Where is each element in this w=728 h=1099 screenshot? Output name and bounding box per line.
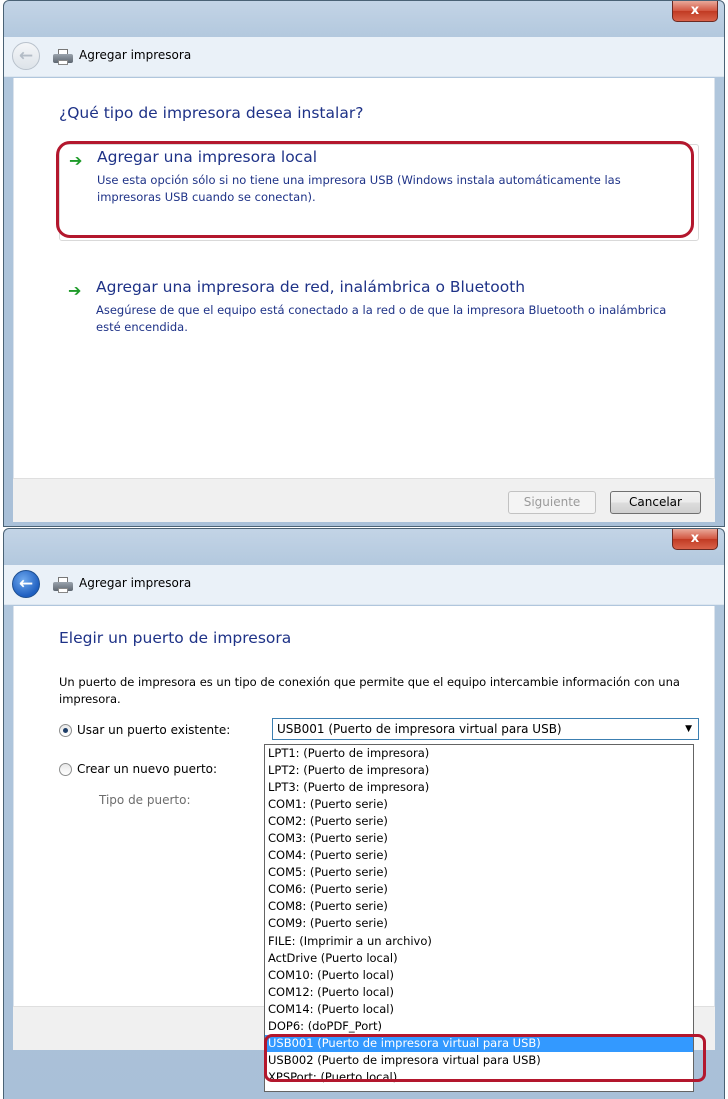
port-option[interactable]: XPSPort: (Puerto local): [268, 1069, 398, 1084]
option-title: Agregar una impresora local: [97, 148, 318, 166]
use-existing-port-label: Usar un puerto existente:: [77, 723, 231, 737]
port-option[interactable]: COM14: (Puerto local): [268, 1001, 394, 1016]
port-option[interactable]: COM1: (Puerto serie): [268, 797, 388, 812]
back-arrow-icon[interactable]: ←: [12, 570, 40, 598]
wizard-content: [13, 78, 715, 478]
wizard-footer: [13, 478, 715, 522]
port-option[interactable]: USB001 (Puerto de impresora virtual para USB): [265, 1035, 693, 1052]
port-option[interactable]: COM10: (Puerto local): [268, 967, 394, 982]
port-option[interactable]: LPT2: (Puerto de impresora): [268, 763, 430, 778]
port-option[interactable]: COM12: (Puerto local): [268, 984, 394, 999]
create-new-port-radio[interactable]: [59, 763, 72, 776]
green-arrow-icon: ➔: [69, 151, 83, 170]
next-button[interactable]: Siguiente: [508, 491, 596, 514]
port-option[interactable]: LPT3: (Puerto de impresora): [268, 780, 430, 795]
option-description: Use esta opción sólo si no tiene una impresora USB (Windows instala automáticamente las impresoras USB cuando se conectan).: [97, 173, 621, 204]
back-arrow-icon: ←: [12, 42, 40, 70]
port-option[interactable]: COM4: (Puerto serie): [268, 848, 388, 863]
highlight-annotation: [56, 141, 694, 238]
port-option[interactable]: FILE: (Imprimir a un archivo): [268, 933, 432, 948]
port-option[interactable]: COM8: (Puerto serie): [268, 899, 388, 914]
green-arrow-icon: ➔: [68, 281, 82, 300]
existing-port-select[interactable]: [272, 718, 699, 740]
printer-icon: [53, 49, 73, 65]
close-button[interactable]: x: [672, 1, 718, 22]
port-option[interactable]: COM6: (Puerto serie): [268, 882, 388, 897]
port-option[interactable]: COM3: (Puerto serie): [268, 831, 388, 846]
port-option[interactable]: DOP6: (doPDF_Port): [268, 1018, 382, 1033]
port-option[interactable]: USB002 (Puerto de impresora virtual para USB): [268, 1052, 541, 1067]
window-title: Agregar impresora: [79, 48, 192, 62]
wizard-header: [4, 565, 724, 605]
page-title: ¿Qué tipo de impresora desea instalar?: [59, 104, 364, 122]
port-type-label: Tipo de puerto:: [99, 793, 191, 807]
option-description: Asegúrese de que el equipo está conectado a la red o de que la impresora Bluetooth o inalámbrica esté encendida.: [96, 303, 667, 334]
window-title: Agregar impresora: [79, 576, 192, 590]
chevron-down-icon: ▼: [685, 724, 692, 734]
port-description: Un puerto de impresora es un tipo de conexión que permite que el equipo intercambie información con una impresora.: [59, 675, 680, 706]
port-option[interactable]: COM5: (Puerto serie): [268, 865, 388, 880]
option-title: Agregar una impresora de red, inalámbrica o Bluetooth: [96, 278, 526, 296]
wizard-header: [4, 37, 724, 77]
page-title: Elegir un puerto de impresora: [59, 629, 292, 647]
port-option[interactable]: LPT1: (Puerto de impresora): [268, 746, 430, 760]
use-existing-port-radio[interactable]: [59, 724, 72, 737]
create-new-port-label: Crear un nuevo puerto:: [77, 762, 218, 776]
printer-icon: [53, 577, 73, 593]
option-network-printer[interactable]: [59, 275, 699, 372]
port-option[interactable]: COM2: (Puerto serie): [268, 814, 388, 829]
port-option[interactable]: ActDrive (Puerto local): [268, 950, 398, 965]
selected-port-value: USB001 (Puerto de impresora virtual para USB): [277, 722, 562, 736]
highlight-annotation: [264, 1034, 706, 1082]
port-option[interactable]: COM9: (Puerto serie): [268, 916, 388, 931]
close-button[interactable]: x: [672, 529, 718, 550]
cancel-button[interactable]: Cancelar: [610, 491, 701, 514]
add-printer-window-1: [3, 0, 725, 527]
